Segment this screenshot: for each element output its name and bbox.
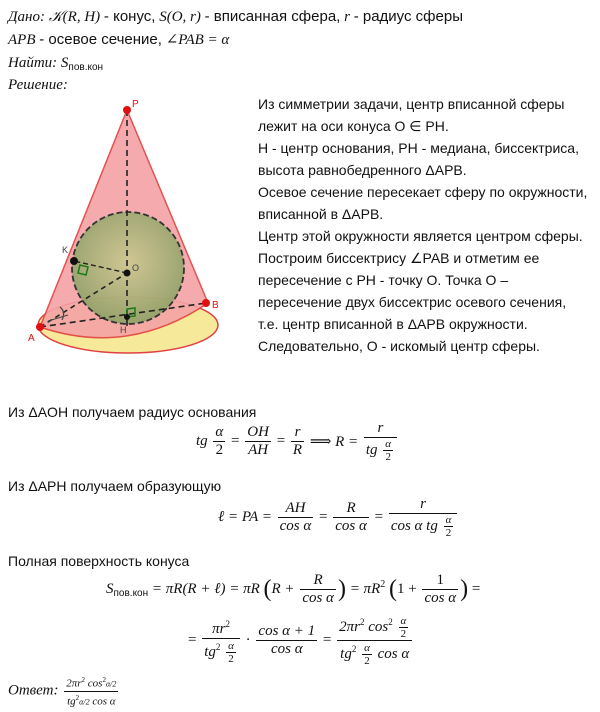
step3-formula-2: = $\pi r^2$ $tg^2$ $\frac{\alpha}{2}$ · $\frac{\text{cos α + 1}}{\text{cos α}}$ = $2\pi r^2$ $\cos^2$ $\frac{\alpha}{2}$ $tg^2$ $\frac{\alpha}{2}$ cos α	[188, 614, 414, 667]
explanation-line: Из симметрии задачи, центр вписанной сферы	[258, 96, 565, 112]
r-symbol: r	[344, 9, 350, 25]
explanation-line: Осевое сечение пересекает сферу по окружности,	[258, 184, 588, 200]
section-symbol: APB	[8, 32, 36, 48]
step2-formula: ℓ = PA = $\frac{AH}{\text{cos α}}$ = $\frac{R}{\text{cos α}}$ = r cos α tg $\frac{\alpha}{2}$	[218, 496, 459, 539]
cone-figure	[28, 95, 256, 385]
given-label: Дано	[8, 9, 40, 25]
step1-text: Из ΔAOH получаем радиус основания	[8, 404, 257, 420]
given-line-1: Дано: 𝒦(R, H) - конус, S(O, r) - вписанная сфера, r - радиус сферы	[8, 8, 463, 25]
sphere-symbol: S(O, r)	[159, 9, 201, 25]
sphere-text: - вписанная сфера,	[204, 8, 341, 25]
cone-text: - конус,	[103, 8, 156, 25]
step3-text: Полная поверхность конуса	[8, 553, 190, 569]
step3-formula-1: $S_{пов.кон} = \pi R(R$ + ℓ) = πR (R + $\frac{R}{\text{cos α}}$ ) = $\pi R^2$ (1 + $\frac{1}{\text{cos α}}$ ) =	[106, 572, 481, 606]
point-a	[36, 323, 44, 331]
point-k	[70, 257, 78, 265]
explanation-line: лежит на оси конуса O ∈ PH.	[258, 118, 449, 134]
explanation-line: Центр этой окружности является центром сферы.	[258, 228, 583, 244]
explanation-line: пересечение с PH - точку O. Точка O –	[258, 272, 509, 288]
label-h: H	[120, 325, 127, 335]
point-b	[202, 299, 210, 307]
given-line-2	[8, 31, 229, 49]
find-line: Найти: $S_{пов.кон}$	[8, 55, 104, 73]
explanation-line: H - центр основания, PH - медиана, биссектриса,	[258, 140, 579, 156]
label-a: A	[28, 333, 35, 344]
explanation-line: пересечение двух биссектрис осевого сечения,	[258, 294, 567, 310]
cone-symbol: 𝒦(R, H)	[48, 9, 101, 25]
find-value: S	[60, 55, 69, 71]
explanation-block	[258, 93, 598, 357]
solution-label-line: Решение:	[8, 77, 68, 93]
label-b: B	[212, 300, 219, 311]
angle-symbol: ∠PAB = α	[165, 32, 230, 48]
explanation-line: вписанной в ΔAPB.	[258, 206, 384, 222]
explanation-line: высота равнобедренного ΔAPB.	[258, 162, 467, 178]
answer-label: Ответ	[8, 682, 54, 699]
explanation-line: Следовательно, O - искомый центр сферы.	[258, 338, 540, 354]
label-p: P	[132, 99, 139, 110]
point-o	[124, 270, 131, 277]
point-h	[124, 314, 130, 320]
find-label: Найти	[8, 55, 53, 71]
point-p	[123, 106, 131, 114]
r-text: - радиус сферы	[353, 8, 463, 25]
answer-line: Ответ: $\frac{2\pi r^2 \cos^2\alpha/2}{tg^2\alpha/2 \cos \alpha}$	[8, 676, 117, 708]
label-k: K	[62, 245, 69, 255]
section-text: - осевое сечение,	[39, 31, 162, 48]
find-sub: пов.кон	[68, 62, 104, 73]
answer-value: $\frac{2\pi r^2 \cos^2\alpha/2}{tg^2\alpha/2 \cos \alpha}$	[66, 676, 117, 708]
label-o: O	[132, 263, 140, 273]
explanation-line: Построим биссектрису ∠PAB и отметим ее	[258, 250, 540, 266]
step1-formula: tg $\frac{\alpha}{2}$ = $\frac{OH}{AH}$ = $\frac{r}{R}$ ⟹ R = r tg $\frac{\alpha}{2}$	[196, 420, 399, 463]
solution-label: Решение	[8, 77, 63, 93]
explanation-line: т.е. центр вписанной в ΔAPB окружности.	[258, 316, 528, 332]
step2-text: Из ΔAPH получаем образующую	[8, 478, 222, 494]
